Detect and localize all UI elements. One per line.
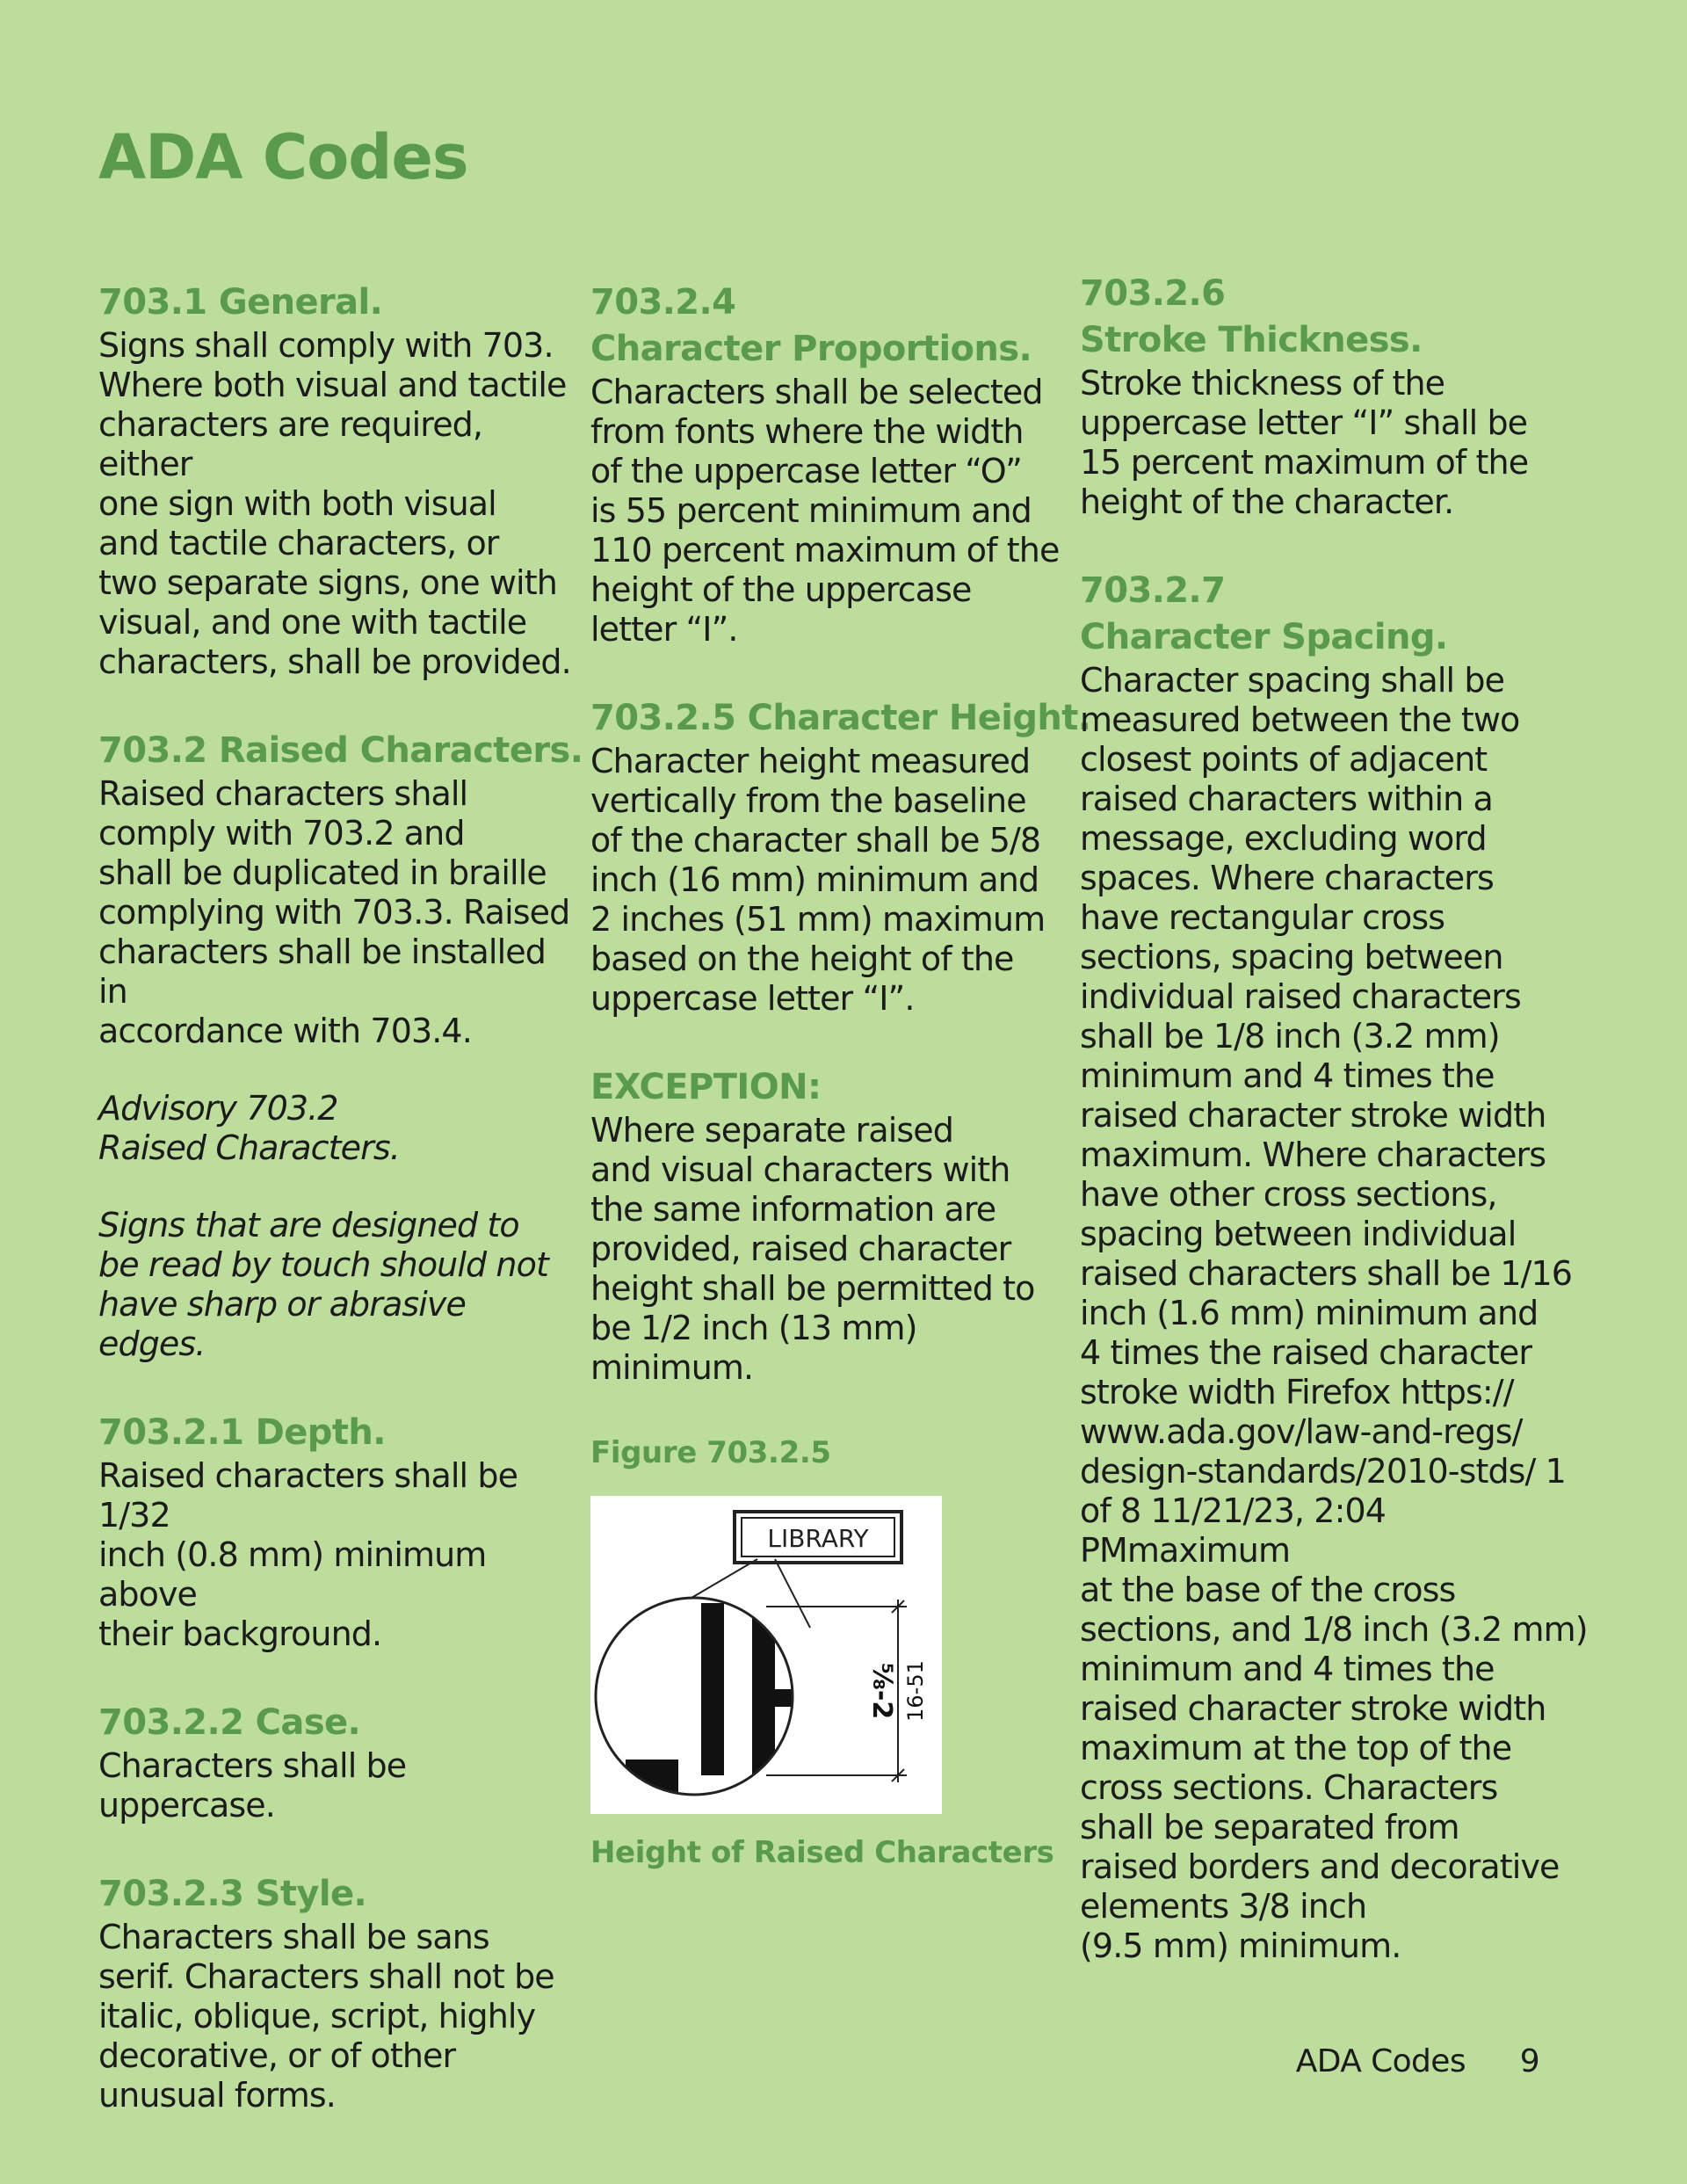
section-heading-spacing-number: 703.2.7: [1080, 570, 1226, 611]
exception-body: Where separate raised and visual characters with the same information are provided, raised character height shall be permitted to be 1/2 inch (13 mm) minimum.: [590, 1111, 1035, 1387]
section-body-proportions: Characters shall be selected from fonts where the width of the uppercase letter “O” is 55 percent minimum and 110 percent maximum of the height of the uppercase letter “I”.: [590, 373, 1060, 649]
section-heading-depth: 703.2.1 Depth.: [98, 1412, 386, 1453]
advisory-title: Advisory 703.2 Raised Characters.: [98, 1089, 400, 1167]
column-1: [98, 279, 583, 2115]
section-heading-raised-characters: 703.2 Raised Characters.: [98, 730, 583, 771]
section-body-style: Characters shall be sans serif. Characters shall not be italic, oblique, script, highly decorative, or of other unusual forms.: [98, 1918, 554, 2115]
section-heading-general: 703.1 General.: [98, 282, 383, 323]
section-body-character-height: Character height measured vertically from the baseline of the character shall be 5/8 inch (16 mm) minimum and 2 inches (51 mm) maximum based on the height of the uppercase letter “I”.: [590, 742, 1046, 1018]
section-heading-style: 703.2.3 Style.: [98, 1874, 367, 1914]
section-body-depth: Raised characters shall be 1/32 inch (0.8 mm) minimum above their background.: [98, 1456, 518, 1653]
section-heading-stroke-thickness: Stroke Thickness.: [1080, 320, 1423, 360]
section-body-general: Signs shall comply with 703. Where both visual and tactile characters are required, either one sign with both visual and tactile characters, or two separate signs, one with visual, and one with tactile characters, shall be provided.: [98, 326, 571, 681]
section-heading-proportions: Character Proportions.: [590, 329, 1032, 369]
dimension-inches: ⅝-2: [866, 1662, 897, 1720]
section-body-stroke-thickness: Stroke thickness of the uppercase letter “I” shall be 15 percent maximum of the height of the character.: [1080, 364, 1529, 521]
footer-section-title: ADA Codes: [1295, 2043, 1466, 2079]
section-heading-case: 703.2.2 Case.: [98, 1702, 361, 1743]
figure-label: Figure 703.2.5: [590, 1435, 831, 1470]
section-body-character-spacing: Character spacing shall be measured between the two closest points of adjacent raised characters within a message, excluding word spaces. Where characters have rectangular cross sections, spacing between individual raised characters shall be 1/8 inch (3.2 mm) minimum and 4 times the raised character stroke width maximum. Where characters have other cross sections, spacing between individual raised characters shall be 1/16 inch (1.6 mm) minimum and 4 times the raised character stroke width Firefox https:// www.ada.gov/law-and-regs/ design-standards/2010-stds/ 1 of 8 11/21/23, 2:04 PMmaximum at the base of the cross sections, and 1/8 inch (3.2 mm) minimum and 4 times the raised character stroke width maximum at the top of the cross sections. Characters shall be separated from raised borders and decorative elements 3/8 inch (9.5 mm) minimum.: [1080, 661, 1588, 1965]
section-body-case: Characters shall be uppercase.: [98, 1746, 407, 1825]
figure-diagram: [590, 1496, 942, 1814]
sign-text: LIBRARY: [767, 1524, 869, 1553]
section-heading-stroke-number: 703.2.6: [1080, 273, 1226, 314]
exception-heading: EXCEPTION:: [590, 1067, 822, 1107]
figure-caption: Height of Raised Characters: [590, 1835, 1054, 1870]
column-2: [590, 279, 1091, 1873]
section-heading-character-spacing: Character Spacing.: [1080, 617, 1448, 657]
page-number: 9: [1519, 2043, 1539, 2079]
section-heading-character-height: 703.2.5 Character Height.: [590, 698, 1091, 738]
dimension-mm: 16-51: [903, 1660, 928, 1722]
page-title: ADA Codes: [98, 121, 468, 193]
advisory-body: Signs that are designed to be read by touch should not have sharp or abrasive edges.: [98, 1206, 548, 1363]
section-body-raised-characters: Raised characters shall comply with 703.2 and shall be duplicated in braille complying with 703.3. Raised characters shall be installed in accordance with 703.4.: [98, 774, 570, 1050]
column-3: [1080, 271, 1589, 1966]
figure-raised-characters: [590, 1496, 942, 1814]
page-footer: [1296, 2043, 1539, 2079]
section-heading-proportions-number: 703.2.4: [590, 282, 736, 323]
